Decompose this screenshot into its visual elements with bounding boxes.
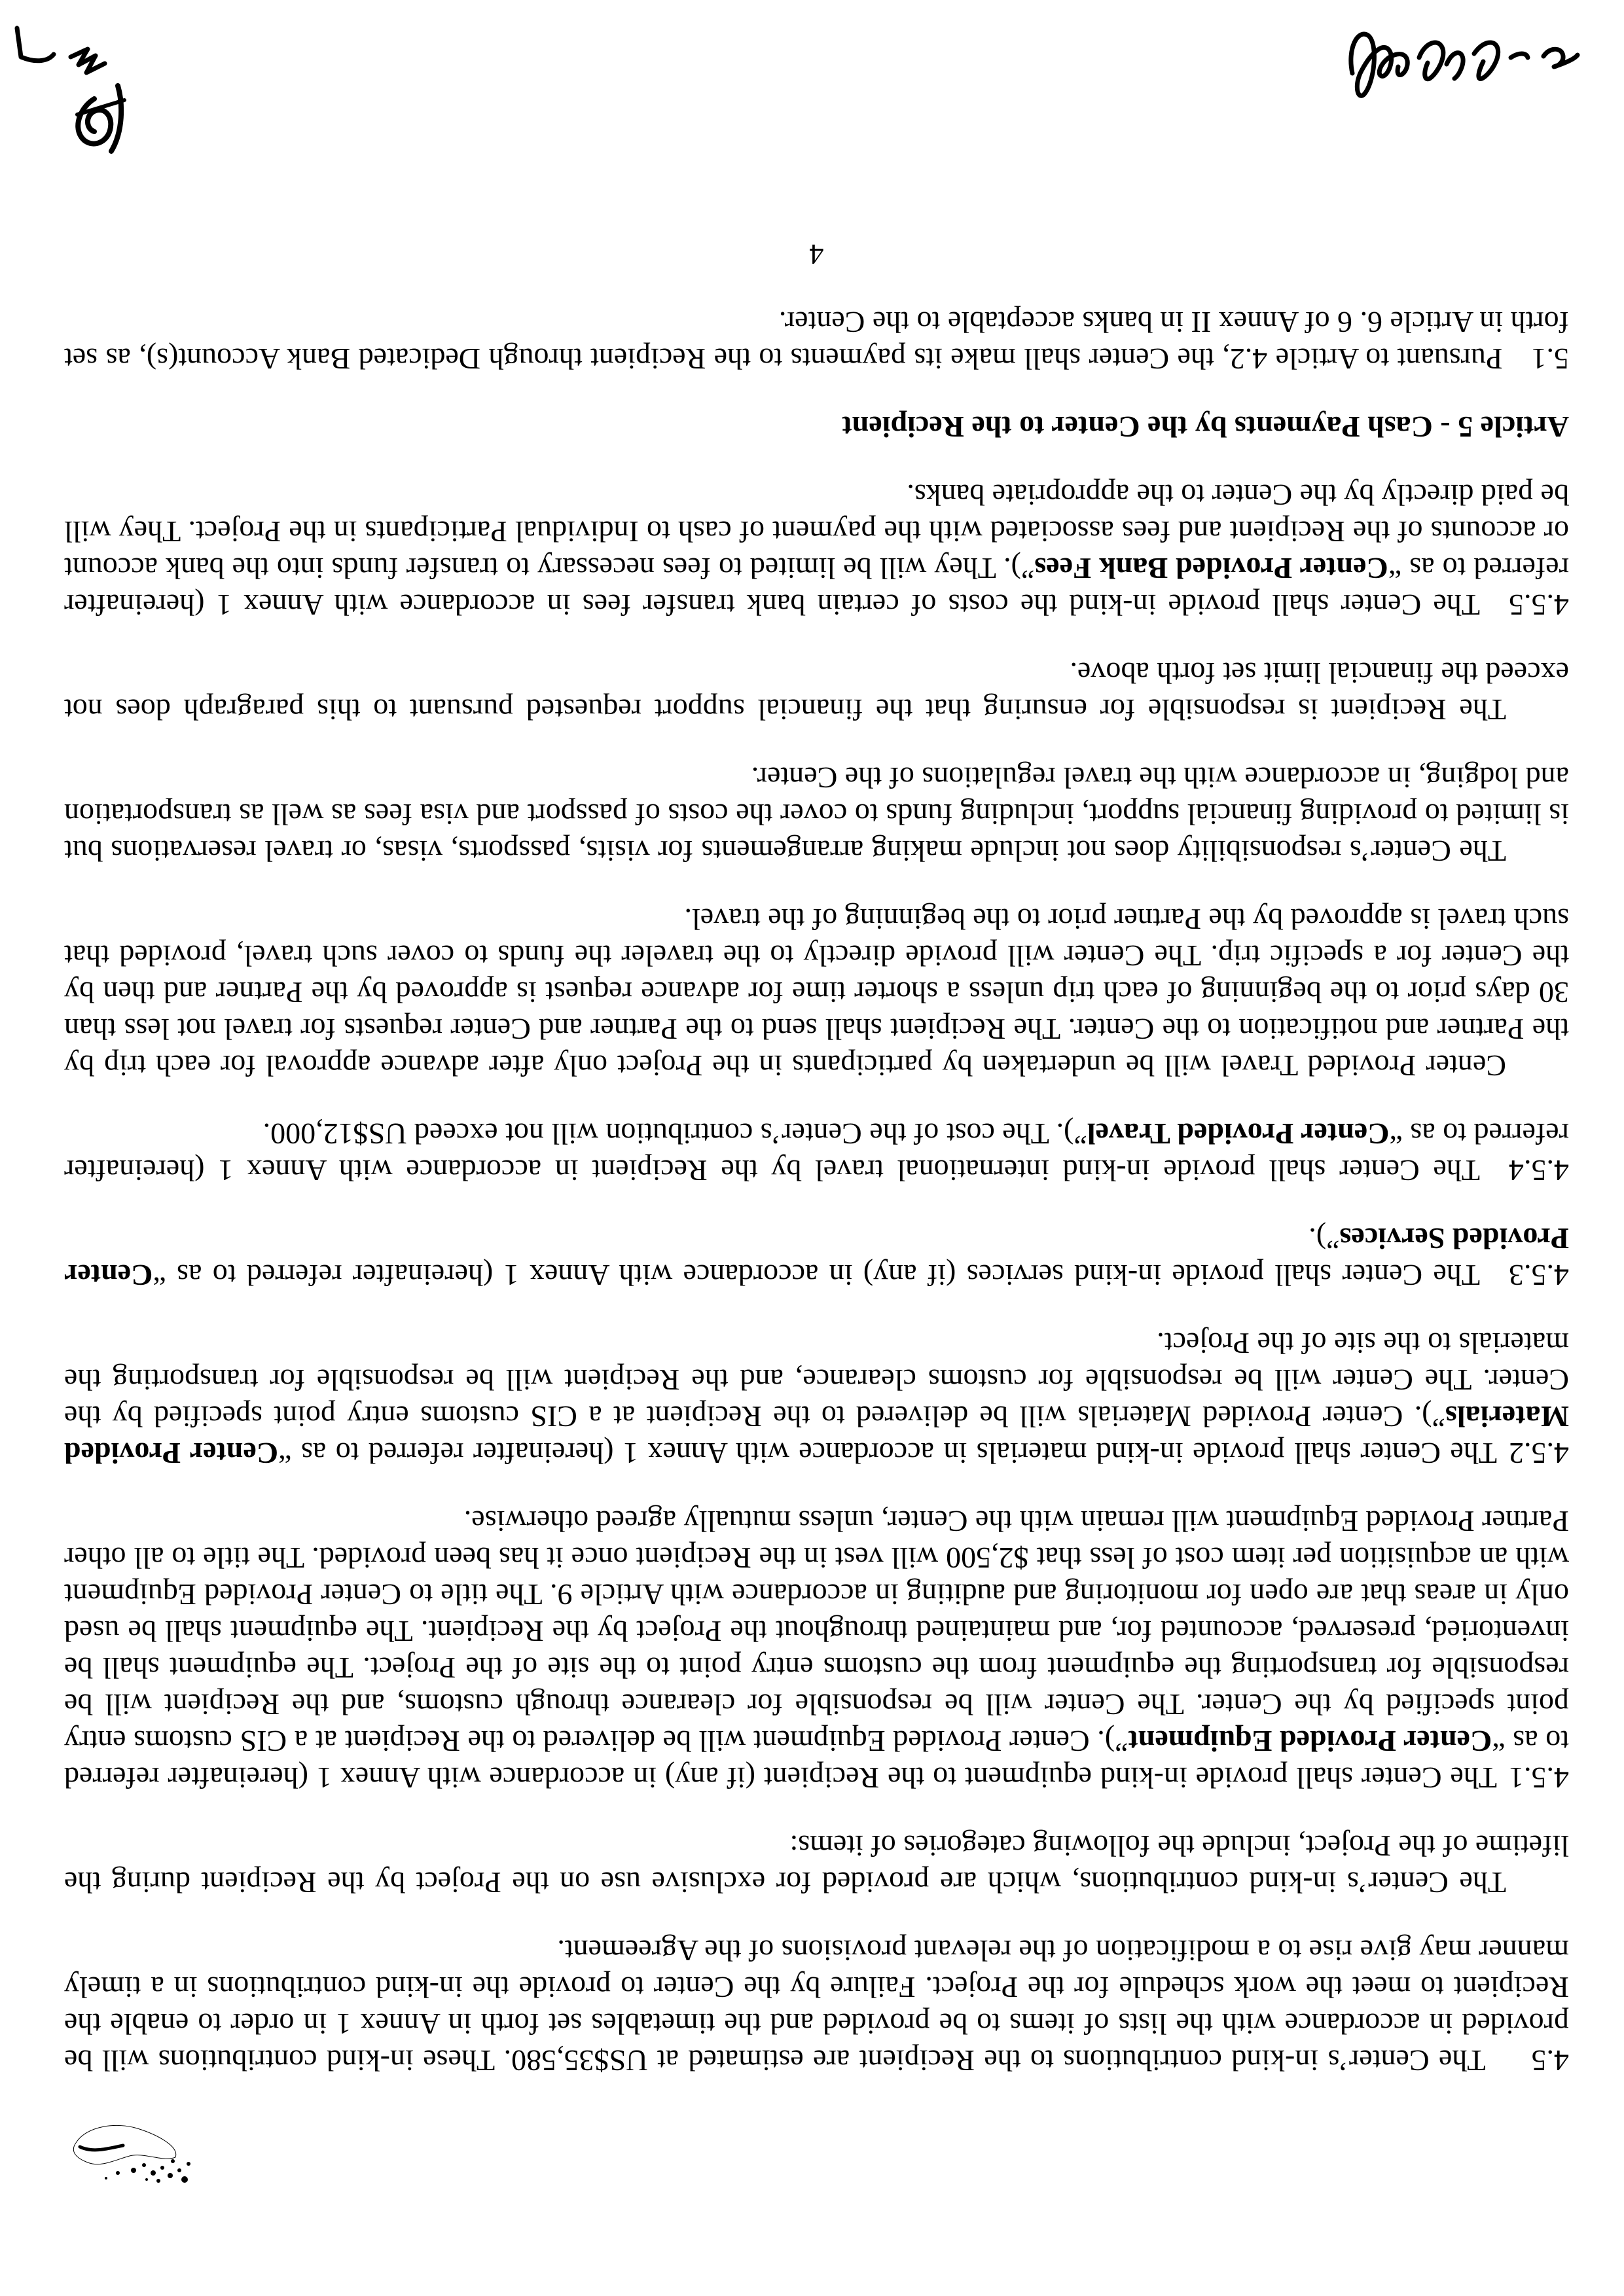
paragraph-4-5: 4.5The Center’s in-kind contributions to the Recipient are estimated at US$35,580. These in-kind contributions will be provided in accordance with the lists of items to be provided and the timetables set forth in Annex 1 in order to enable the Recipient to meet the work schedule for the Project. Failure by the Center to provide the in-kind contributions in a timely manner may give rise to a modification of the relevant provisions of the Agreement.	[64, 1934, 1569, 2077]
paragraph-financial-limit: The Recipient is responsible for ensuring that the financial support requested pursuant to this paragraph does not exceed the financial limit set forth above.	[64, 656, 1569, 726]
handwritten-mark-top-left-icon	[8, 23, 152, 167]
handwritten-signature-scrawl-icon	[1335, 14, 1584, 119]
clause-number: 4.5.3	[1509, 1259, 1569, 1292]
paragraph-4-5-3: 4.5.3The Center shall provide in-kind services (if any) in accordance with Annex 1 (hereinafter referred to as “Center Provided Services”).	[64, 1222, 1569, 1292]
document-body	[64, 236, 1569, 2079]
paragraph-4-5-5: 4.5.5The Center shall provide in-kind the costs of certain bank transfer fees in accordance with Annex 1 (hereinafter referred to as “Center Provided Bank Fees”). They will be limited to fees necessary to transfer funds into the bank account or accounts of the Recipient and fees associated with the payment of cash to Individual Participants in the Project. They will be paid directly by the Center to the appropriate banks.	[64, 478, 1569, 622]
ink-smudge-icon	[60, 2119, 211, 2198]
article-5-heading: Article 5 - Cash Payments by the Center to the Recipient	[842, 410, 1569, 444]
clause-number: 4.5	[1531, 2044, 1569, 2077]
clause-number: 4.5.4	[1509, 1154, 1569, 1187]
paragraph-4-5-4: 4.5.4The Center shall provide in-kind international travel by the Recipient in accordance with Annex 1 (hereinafter referred to as “Center Provided Travel”). The cost of the Center’s contribution will not exceed US$12,000.	[64, 1117, 1569, 1187]
paragraph-travel-responsibility: The Center’s responsibility does not include making arrangements for visits, passports, visas, or travel reservations but is limited to providing financial support, including funds to cover the costs of passport and visa fees as well as transportation and lodging, in accordance with the travel regulations of the Center.	[64, 761, 1569, 868]
page-number: 4	[809, 238, 824, 270]
paragraph-4-5-1: 4.5.1The Center shall provide in-kind equipment to the Recipient (if any) in accordance with Annex 1 (hereinafter referred to as “Center Provided Equipment”). Center Provided Equipment will be delivered to the Recipient at a CIS customs entry point specified by the Center. The Center will be responsible for clearance through customs, and the Recipient will be responsible for transporting the equipment from the customs entry point to the site of the Project. The equipment shall be inventoried, preserved, accounted for, and maintained throughout the Project by the Recipient. The equipment shall be used only in areas that are open for monitoring and auditing in accordance with Article 9. The title to Center Provided Equipment with an acquisition per item cost of less that $2,500 will vest in the Recipient once it has been provided. The title to all other Partner Provided Equipment will remain with the Center, unless mutually agreed otherwise.	[64, 1505, 1569, 1795]
paragraph-categories-intro: The Center’s in-kind contributions, which are provided for exclusive use on the Project by the Recipient during the lifetime of the Project, include the following categories of items:	[64, 1829, 1569, 1899]
paragraph-5-1: 5.1Pursuant to Article 4.2, the Center shall make its payments to the Recipient through Dedicated Bank Account(s), as set forth in Article 6. 6 of Annex II in banks acceptable to the Center.	[64, 306, 1569, 376]
clause-number: 4.5.1	[1509, 1761, 1569, 1795]
paragraph-4-5-2: 4.5.2The Center shall provide in-kind materials in accordance with Annex 1 (hereinafter referred to as “Center Provided Materials”). Center Provided Materials will be delivered to the Recipient at a CIS customs entry point specified by the Center. The Center will be responsible for customs clearance, and the Recipient will be responsible for transporting the materials to the site of the Project.	[64, 1327, 1569, 1470]
clause-number: 4.5.5	[1509, 588, 1569, 622]
paragraph-travel-approval: Center Provided Travel will be undertaken by participants in the Project only after advance approval for each trip by the Partner and notification to the Center. The Recipient shall send to the Partner and Center requests for travel not less than 30 days prior to the beginning of each trip unless a shorter time for advance request is approved by the Partner and then by the Center for a specific trip. The Center will provide directly to the traveler the funds to cover such travel, provided that such travel is approved by the Partner prior to the beginning of the travel.	[64, 903, 1569, 1083]
clause-number: 5.1	[1531, 342, 1569, 376]
clause-number: 4.5.2	[1509, 1437, 1569, 1470]
